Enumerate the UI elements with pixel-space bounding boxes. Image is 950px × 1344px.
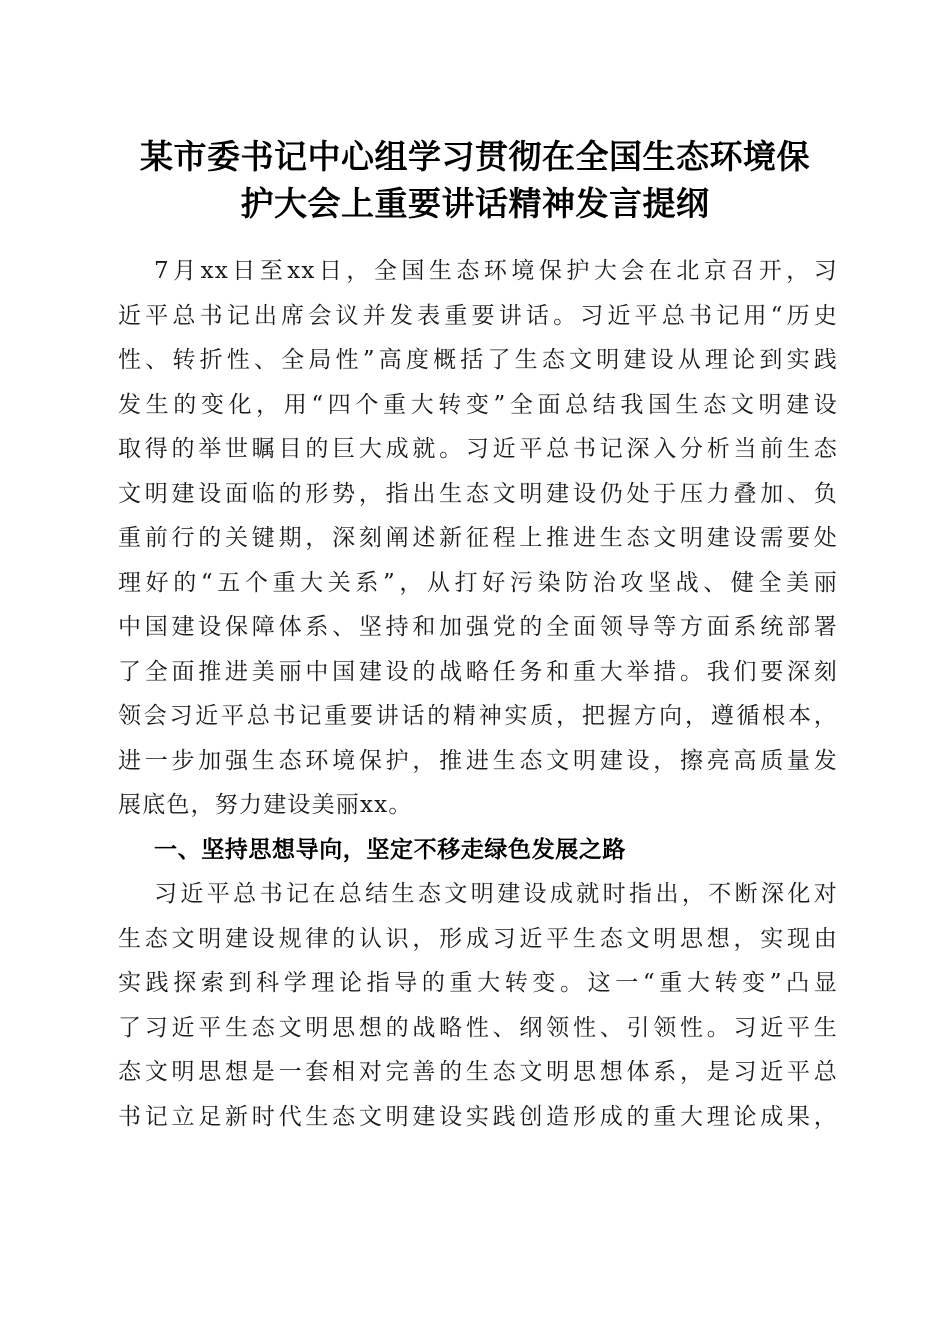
paragraph-line: 理好的“五个重大关系”，从打好污染防治攻坚战、健全美丽	[118, 569, 838, 596]
paragraph-line: 7月xx日至xx日，全国生态环境保护大会在北京召开，习	[154, 258, 838, 284]
document-body	[118, 249, 838, 1139]
paragraph-line: 重前行的关键期，深刻阐述新征程上推进生态文明建设需要处	[118, 525, 838, 551]
paragraph-line: 了全面推进美丽中国建设的战略任务和重大举措。我们要深刻	[118, 658, 838, 685]
title-line: 护大会上重要讲话精神发言提纲	[240, 184, 710, 223]
paragraph-line: 性、转折性、全局性”高度概括了生态文明建设从理论到实践	[118, 347, 838, 373]
paragraph-line: 实践探索到科学理论指导的重大转变。这一“重大转变”凸显	[118, 970, 838, 996]
paragraph-line: 生态文明建设规律的认识，形成习近平生态文明思想，实现由	[118, 925, 838, 952]
paragraph-line: 进一步加强生态环境保护，推进生态文明建设，擦亮高质量发	[118, 747, 838, 774]
paragraph-line: 中国建设保障体系、坚持和加强党的全面领导等方面系统部署	[118, 614, 838, 640]
title-line: 某市委书记中心组学习贯彻在全国生态环境保	[140, 137, 810, 176]
paragraph-line: 了习近平生态文明思想的战略性、纲领性、引领性。习近平生	[118, 1014, 838, 1041]
paragraph-line: 领会习近平总书记重要讲话的精神实质，把握方向，遵循根本，	[118, 703, 838, 729]
paragraph-line: 展底色，努力建设美丽xx。	[118, 792, 413, 818]
paragraph-line: 书记立足新时代生态文明建设实践创造形成的重大理论成果，	[118, 1103, 838, 1130]
paragraph-line: 近平总书记出席会议并发表重要讲话。习近平总书记用“历史	[118, 302, 838, 329]
paragraph-line: 取得的举世瞩目的巨大成就。习近平总书记深入分析当前生态	[118, 436, 838, 462]
document-title	[100, 133, 850, 227]
section-heading: 一、坚持思想导向，坚定不移走绿色发展之路	[154, 836, 626, 863]
paragraph-line: 文明建设面临的形势，指出生态文明建设仍处于压力叠加、负	[118, 480, 838, 507]
paragraph-line: 发生的变化，用“四个重大转变”全面总结我国生态文明建设	[118, 391, 838, 418]
paragraph-line: 习近平总书记在总结生态文明建设成就时指出，不断深化对	[154, 881, 838, 907]
paragraph-line: 态文明思想是一套相对完善的生态文明思想体系，是习近平总	[118, 1059, 838, 1085]
